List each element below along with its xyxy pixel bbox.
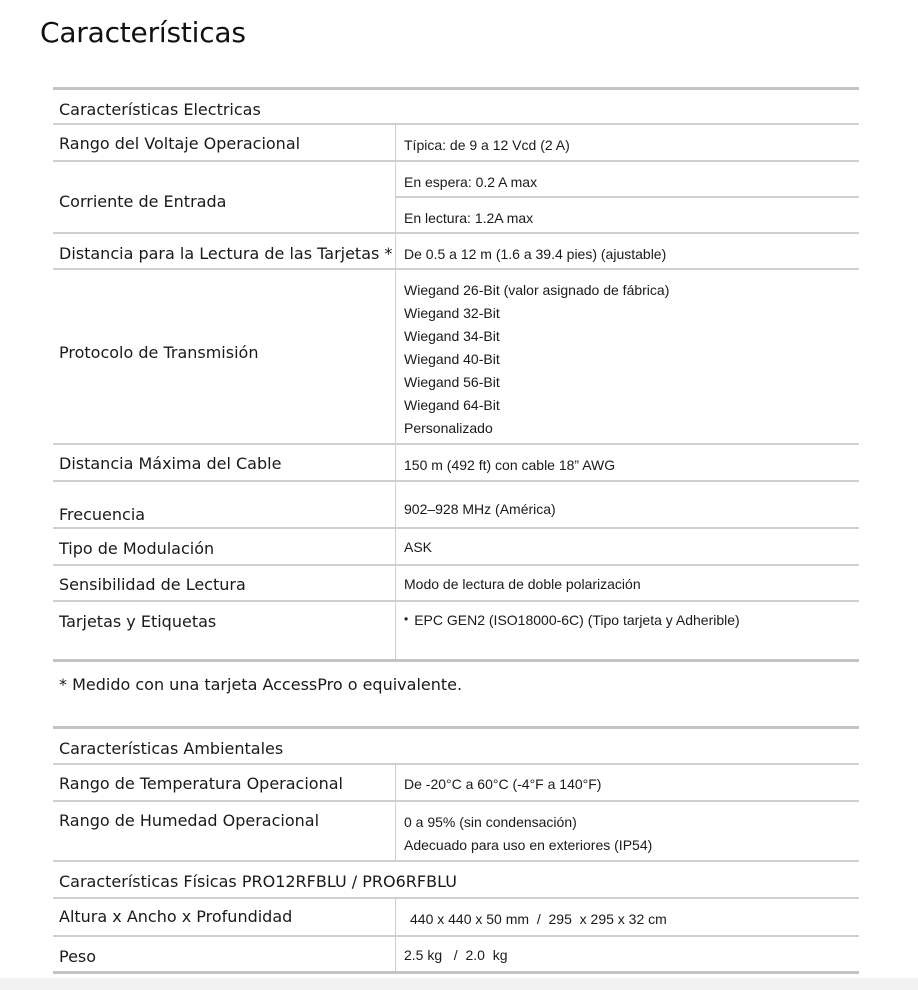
row-label-dimensions: Altura x Ancho x Profundidad: [59, 907, 293, 926]
divider: [53, 160, 859, 162]
section-title-environmental: Características Ambientales: [59, 739, 284, 758]
divider: [53, 268, 859, 270]
divider: [53, 232, 859, 234]
row-value-weight: 2.5 kg / 2.0 kg: [404, 947, 508, 963]
row-value-cards-tags: [404, 611, 740, 630]
row-value-cable-distance: 150 m (492 ft) con cable 18” AWG: [404, 457, 616, 473]
protocol-item: Wiegand 64-Bit: [404, 397, 500, 413]
row-value-standby-current: En espera: 0.2 A max: [404, 174, 538, 190]
row-label-sensitivity: Sensibilidad de Lectura: [59, 575, 246, 594]
row-label-temperature: Rango de Temperatura Operacional: [59, 774, 343, 793]
protocol-item: Wiegand 34-Bit: [404, 328, 500, 344]
column-divider: [395, 125, 396, 660]
footnote: * Medido con una tarjeta AccessPro o equivalente.: [59, 675, 463, 694]
divider: [53, 726, 859, 729]
protocol-item: Personalizado: [404, 420, 493, 436]
divider: [396, 196, 859, 198]
divider: [53, 935, 859, 937]
divider: [53, 443, 859, 445]
row-label-input-current: Corriente de Entrada: [59, 192, 227, 211]
divider: [53, 971, 859, 974]
page-bottom-edge: [0, 978, 918, 990]
row-value-read-current: En lectura: 1.2A max: [404, 210, 534, 226]
bullet-icon: •: [404, 612, 409, 626]
page-title: Características: [40, 16, 246, 49]
divider: [53, 480, 859, 482]
column-divider: [395, 765, 396, 861]
humidity-line: 0 a 95% (sin condensación): [404, 814, 577, 830]
row-value-sensitivity: Modo de lectura de doble polarización: [404, 576, 641, 592]
divider: [53, 897, 859, 899]
divider: [53, 860, 859, 862]
row-value-read-distance: De 0.5 a 12 m (1.6 a 39.4 pies) (ajustable): [404, 246, 667, 262]
row-label-read-distance: Distancia para la Lectura de las Tarjetas *: [59, 244, 393, 263]
row-value-humidity: [404, 811, 652, 857]
protocol-item: Wiegand 26-Bit (valor asignado de fábrica): [404, 282, 670, 298]
section-title-electrical: Características Electricas: [59, 100, 261, 119]
cards-tags-text: EPC GEN2 (ISO18000-6C) (Tipo tarjeta y Adherible): [414, 612, 740, 628]
row-label-protocol: Protocolo de Transmisión: [59, 343, 259, 362]
row-value-voltage: Típica: de 9 a 12 Vcd (2 A): [404, 137, 570, 153]
divider: [53, 564, 859, 566]
row-value-dimensions: 440 x 440 x 50 mm / 295 x 295 x 32 cm: [410, 911, 667, 927]
row-label-cards-tags: Tarjetas y Etiquetas: [59, 612, 217, 631]
protocol-item: Wiegand 56-Bit: [404, 374, 500, 390]
row-label-frequency: Frecuencia: [59, 505, 146, 524]
divider: [53, 527, 859, 529]
row-value-protocol-list: [404, 279, 669, 440]
divider: [53, 659, 859, 662]
humidity-line: Adecuado para uso en exteriores (IP54): [404, 837, 653, 853]
row-label-humidity: Rango de Humedad Operacional: [59, 811, 320, 830]
protocol-item: Wiegand 40-Bit: [404, 351, 500, 367]
divider: [53, 800, 859, 802]
row-label-weight: Peso: [59, 947, 97, 966]
row-label-voltage: Rango del Voltaje Operacional: [59, 134, 301, 153]
divider: [53, 763, 859, 765]
protocol-item: Wiegand 32-Bit: [404, 305, 500, 321]
row-label-cable-distance: Distancia Máxima del Cable: [59, 454, 282, 473]
divider: [53, 123, 859, 125]
divider: [53, 600, 859, 602]
section-title-physical: Características Físicas PRO12RFBLU / PRO6RFBLU: [59, 872, 457, 891]
row-value-temperature: De -20°C a 60°C (-4°F a 140°F): [404, 776, 602, 792]
row-value-modulation: ASK: [404, 539, 433, 555]
divider: [53, 87, 859, 90]
row-label-modulation: Tipo de Modulación: [59, 539, 215, 558]
row-value-frequency: 902–928 MHz (América): [404, 501, 556, 517]
